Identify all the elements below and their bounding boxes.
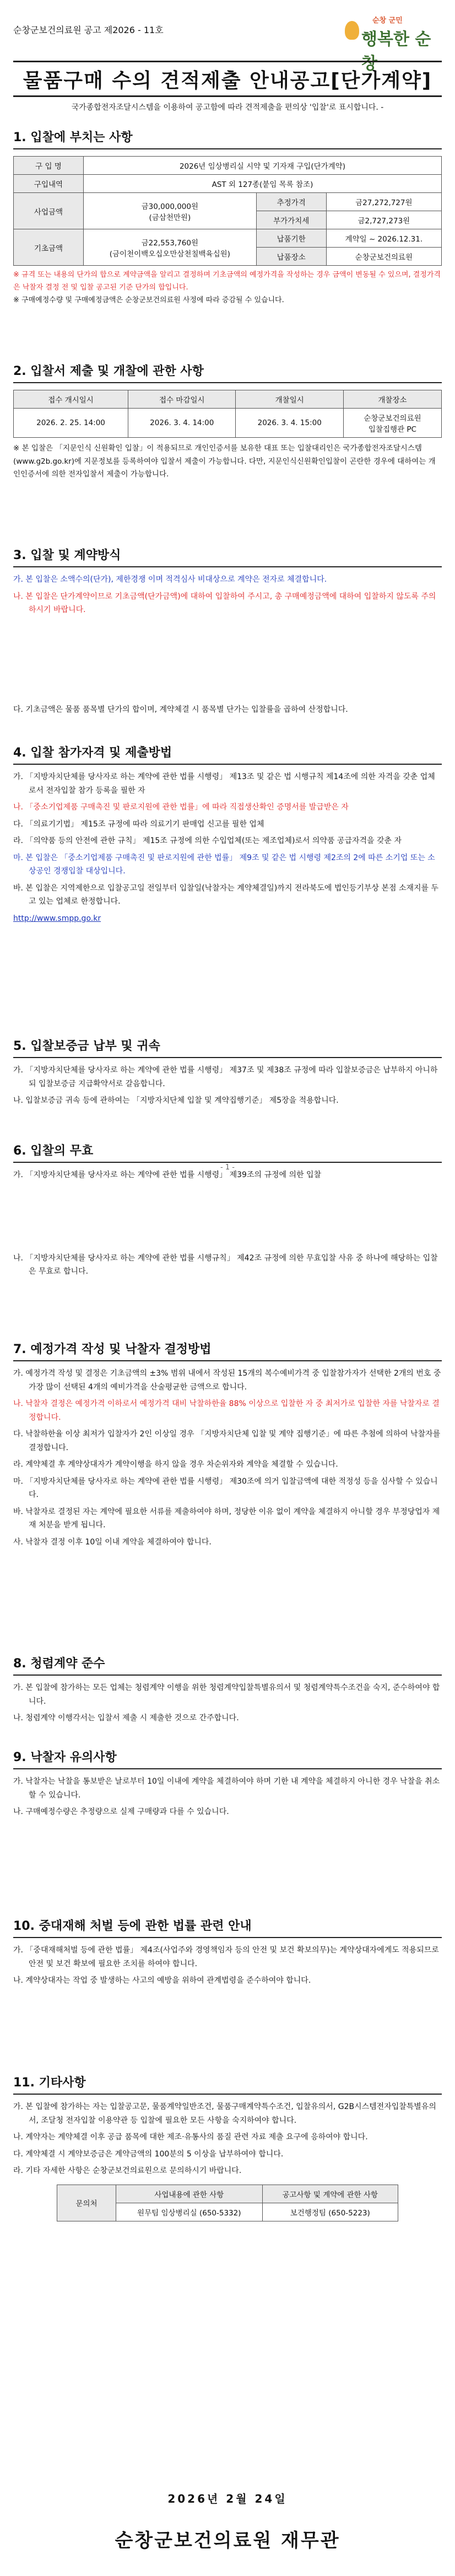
table-label: 사업금액 (14, 193, 84, 229)
table-value: AST 외 127종(붙임 목록 참조) (84, 175, 442, 193)
list-item: 바. 낙찰자로 결정된 자는 계약에 필요한 서류를 제출하여야 하며, 정당한 이유 없이 계약을 체결하지 아니할 경우 부정당업자 제재 처분을 받게 됩니다. (13, 1507, 440, 1530)
list-item: 나. 낙찰자 결정은 예정가격 이하로서 예정가격 대비 낙찰하한율 88% 이상으로 입찰한 자 중 최저가로 입찰한 자를 낙찰자로 결정합니다. (13, 1399, 440, 1422)
table-label: 추정가격 (256, 193, 326, 211)
list-item: 라. 기타 자세한 사항은 순창군보건의료원으로 문의하시기 바랍니다. (13, 2166, 242, 2175)
table-header: 접수 마감일시 (128, 390, 236, 409)
list-item: 마. 본 입찰은 「중소기업제품 구매촉진 및 판로지원에 관한 법률」 제9조 및 같은 법 시행령 제2조의 2에 따른 소기업 또는 소상공인 경쟁입찰 대상입니다. (13, 853, 435, 876)
logo (339, 13, 433, 73)
section-9 (13, 1748, 442, 1822)
contact-table (57, 2185, 398, 2221)
section-2 (13, 362, 442, 481)
table-label: 구 입 명 (14, 157, 84, 175)
list-item: 사. 낙찰자 결정 이후 10일 이내 계약을 체결하여야 합니다. (13, 1537, 212, 1547)
list-item: 나. 본 입찰은 단가계약이므로 기초금액(단가금액)에 대하여 입찰하여 주시고, 총 구매예정금액에 대하여 입찰하지 않도록 주의하시기 바랍니다. (13, 592, 436, 614)
section-heading: 11. 기타사항 (13, 2073, 442, 2095)
table-cell: 2026. 3. 4. 15:00 (236, 409, 343, 438)
table-header: 사업내용에 관한 사항 (116, 2185, 263, 2203)
logo-mark-icon (345, 21, 359, 40)
section-10 (13, 1917, 442, 1991)
section-heading: 9. 낙찰자 유의사항 (13, 1748, 442, 1769)
table-value: 금30,000,000원 (금삼천만원) (84, 193, 257, 229)
section-6 (13, 1141, 442, 1282)
table-value: 금22,553,760원 (금이천이백오십오만삼천칠백육십원) (84, 229, 257, 266)
list-item: 나. 계약자는 계약체결 이후 공급 품목에 대한 제조·유통사의 품질 관련 자료 제출 요구에 응하여야 합니다. (13, 2133, 368, 2142)
logo-slogan: 순창 군민 (372, 17, 403, 25)
list-item: 다. 낙찰하한율 이상 최저가 입찰자가 2인 이상일 경우 「지방자치단체 입찰 및 계약 집행기준」에 따른 추첨에 의하여 낙찰자를 결정합니다. (13, 1430, 441, 1452)
list-item: 가. 낙찰자는 낙찰을 통보받은 날로부터 10일 이내에 계약을 체결하여야 하며 기한 내 계약을 체결하지 아니한 경우 낙찰을 취소할 수 있습니다. (13, 1777, 440, 1800)
note: ※ 규격 또는 내용의 단가의 합으로 계약금액을 알리고 결정하며 기초금액의 예정가격을 작성하는 경우 금액이 변동될 수 있으며, 결정가격은 낙찰자 결정 전 및 입찰 공고된 기준 단가의 합입니다. (13, 271, 441, 292)
doc-number: 순창군보건의료원 공고 제2026 - 11호 (13, 25, 164, 35)
list-item: 라. 계약체결 후 계약상대자가 계약이행을 하지 않을 경우 차순위자와 계약을 체결할 수 있습니다. (13, 1460, 338, 1469)
page-title: 물품구매 수의 견적제출 안내공고[단가계약] (23, 69, 432, 92)
logo-brand: 행복한 순창 (361, 30, 431, 73)
list-item: 가. 「중대재해처벌 등에 관한 법률」 제4조(사업주와 경영책임자 등의 안전 및 보건 확보의무)는 계약상대자에게도 적용되므로 안전 및 보건 확보에 필요한 조치를 하여야 합니다. (13, 1946, 439, 1968)
table-cell: 2026. 2. 25. 14:00 (14, 409, 128, 438)
section-heading: 4. 입찰 참가자격 및 제출방법 (13, 743, 442, 765)
table-cell: 2026. 3. 4. 14:00 (128, 409, 236, 438)
list-item: 바. 본 입찰은 지역제한으로 입찰공고일 전일부터 입찰일(낙찰자는 계약체결일)까지 전라북도에 법인등기부상 본점 소재지를 두고 있는 업체로 한정합니다. (13, 883, 439, 906)
table-value: 2026년 임상병리실 시약 및 기자재 구입(단가계약) (84, 157, 442, 175)
title-bar (13, 61, 442, 97)
table-label: 기초금액 (14, 229, 84, 266)
table-label: 구입내역 (14, 175, 84, 193)
table-row (14, 229, 442, 248)
list-item: 가. 본 입찰에 참가하는 모든 업체는 청렴계약 이행을 위한 청렴계약입찰특별유의서 및 청렴계약특수조건을 숙지, 준수하여야 합니다. (13, 1683, 440, 1706)
schedule-table (13, 390, 442, 438)
link-line (13, 912, 442, 926)
section-heading: 8. 청렴계약 준수 (13, 1654, 442, 1676)
section-heading: 6. 입찰의 무효 (13, 1141, 442, 1163)
table-header: 접수 개시일시 (14, 390, 128, 409)
table-header-row (14, 390, 442, 409)
list-item: 다. 계약체결 시 계약보증금은 계약금액의 100분의 5 이상을 납부하여야 합니다. (13, 2149, 284, 2159)
list-item: 가. 본 입찰에 참가하는 자는 입찰공고문, 물품계약일반조건, 물품구매계약특수조건, 입찰유의서, G2B시스템전자입찰특별유의서, 조달청 전자입찰 이용약관 등 입찰에 필요한 모든 사항을 숙지하여야 합니다. (13, 2102, 436, 2125)
list-item: 나. 「중소기업제품 구매촉진 및 판로지원에 관한 법률」에 따라 직접생산확인 증명서를 발급받은 자 (13, 803, 349, 812)
note: ※ 본 입찰은 「지문인식 신원확인 입찰」이 적용되므로 개인인증서를 보유한 대표 또는 입찰대리인은 국가종합전자조달시스템(www.g2b.go.kr)에 지문정보를 등록하여야 입찰서 제출이 가능합니다. 다만, 지문인식신원확인입찰이 곤란한 경우에 대하여는 개인인증서에 의한 전자입찰서 제출이 가능합니다. (13, 444, 436, 479)
list-item: 나. 청렴계약 이행각서는 입찰서 제출 시 제출한 것으로 간주합니다. (13, 1714, 239, 1722)
table-value: 계약일 ~ 2026.12.31. (326, 229, 441, 248)
smpp-link[interactable]: http://www.smpp.go.kr (13, 914, 101, 923)
table-header: 공고사항 및 계약에 관한 사항 (262, 2185, 398, 2203)
table-label: 납품기한 (256, 229, 326, 248)
table-header: 개찰일시 (236, 390, 343, 409)
signature: 순창군보건의료원 재무관 (115, 2530, 340, 2552)
section-heading: 7. 예정가격 작성 및 낙찰자 결정방법 (13, 1340, 442, 1361)
list-item: 나. 구매예정수량은 추정량으로 실제 구매량과 다를 수 있습니다. (13, 1807, 229, 1816)
list-item: 가. 예정가격 작성 및 결정은 기초금액의 ±3% 범위 내에서 작성된 15개의 복수예비가격 중 입찰참가자가 선택한 2개의 번호 중 가장 많이 선택된 4개의 예비가격을 산술평균한 금액으로 합니다. (13, 1369, 441, 1392)
table-row (14, 193, 442, 211)
table-value: 순창군보건의료원 (326, 248, 441, 266)
section-11 (13, 2073, 442, 2221)
table-cell: 순창군보건의료원 입찰집행관 PC (343, 409, 441, 438)
procurement-table (13, 156, 442, 266)
list-item: 나. 계약상대자는 작업 중 발생하는 사고의 예방을 위하여 관계법령을 준수하여야 합니다. (13, 1976, 311, 1985)
list-item: 라. 「의약품 등의 안전에 관한 규칙」 제15조 규정에 의한 수입업체(또는 제조업체)로서 의약품 공급자격을 갖춘 자 (13, 836, 402, 845)
list-item: 다. 「의료기기법」 제15조 규정에 따라 의료기기 판매업 신고를 필한 업체 (13, 819, 264, 829)
section-heading: 3. 입찰 및 계약방식 (13, 546, 442, 567)
table-row (14, 157, 442, 175)
list-item: 가. 「지방자치단체를 당사자로 하는 계약에 관한 법률 시행령」 제37조 및 제38조 규정에 따라 입찰보증금은 납부하지 아니하되 입찰보증금 지급확약서로 갈음합니다. (13, 1066, 438, 1088)
section-7 (13, 1340, 442, 1552)
table-header: 개찰장소 (343, 390, 441, 409)
table-value: 금2,727,273원 (326, 211, 441, 229)
table-header-row (57, 2185, 398, 2203)
intro-text: 국가종합전자조달시스템을 이용하여 공고함에 따라 견적제출을 편의상 '입찰'로 표시합니다. - (71, 103, 384, 112)
list-item: 가. 「지방자치단체를 당사자로 하는 계약에 관한 법률 시행령」 제13조 및 같은 법 시행규칙 제14조에 의한 자격을 갖춘 업체로서 전자입찰 참가 등록을 필한 자 (13, 772, 435, 795)
section-heading: 1. 입찰에 부치는 사항 (13, 128, 442, 149)
table-cell: 원무팀 임상병리실 (650-5332) (116, 2203, 263, 2221)
section-5 (13, 1037, 442, 1111)
list-item: 다. 기초금액은 물품 품목별 단가의 합이며, 계약체결 시 품목별 단가는 입찰률을 곱하여 산정합니다. (13, 705, 348, 714)
table-row (14, 409, 442, 438)
table-label: 납품장소 (256, 248, 326, 266)
list-item: 가. 「지방자치단체를 당사자로 하는 계약에 관한 법률 시행령」 제39조의 규정에 의한 입찰 (13, 1171, 322, 1179)
table-value: 금27,272,727원 (326, 193, 441, 211)
section-4 (13, 743, 442, 929)
table-label: 부가가치세 (256, 211, 326, 229)
section-1 (13, 128, 442, 307)
list-item: 나. 「지방자치단체를 당사자로 하는 계약에 관한 법률 시행규칙」 제42조 규정에 의한 무효입찰 사유 중 하나에 해당하는 입찰은 무효로 합니다. (13, 1253, 438, 1276)
list-item: 마. 「지방자치단체를 당사자로 하는 계약에 관한 법률 시행령」 제30조에 의거 입찰금액에 대한 적정성 등을 심사할 수 있습니다. (13, 1477, 438, 1499)
table-label: 문의처 (57, 2185, 116, 2221)
section-3 (13, 546, 442, 720)
notice-date: 2026년 2월 24일 (167, 2492, 288, 2505)
section-heading: 10. 중대재해 처벌 등에 관한 법률 관련 안내 (13, 1917, 442, 1938)
table-cell: 보건행정팀 (650-5223) (262, 2203, 398, 2221)
table-row (14, 175, 442, 193)
section-heading: 5. 입찰보증금 납부 및 귀속 (13, 1037, 442, 1058)
section-heading: 2. 입찰서 제출 및 개찰에 관한 사항 (13, 362, 442, 383)
list-item: 가. 본 입찰은 소액수의(단가), 제한경쟁 이며 적격심사 비대상으로 계약은 전자로 체결합니다. (13, 575, 327, 584)
page-number: - 1 - (220, 1163, 235, 1172)
note: ※ 구매예정수량 및 구매예정금액은 순창군보건의료원 사정에 따라 증감될 수 있습니다. (13, 296, 284, 304)
list-item: 나. 입찰보증금 귀속 등에 관하여는 「지방자치단체 입찰 및 계약집행기준」 제5장을 적용합니다. (13, 1096, 339, 1105)
section-8 (13, 1654, 442, 1729)
